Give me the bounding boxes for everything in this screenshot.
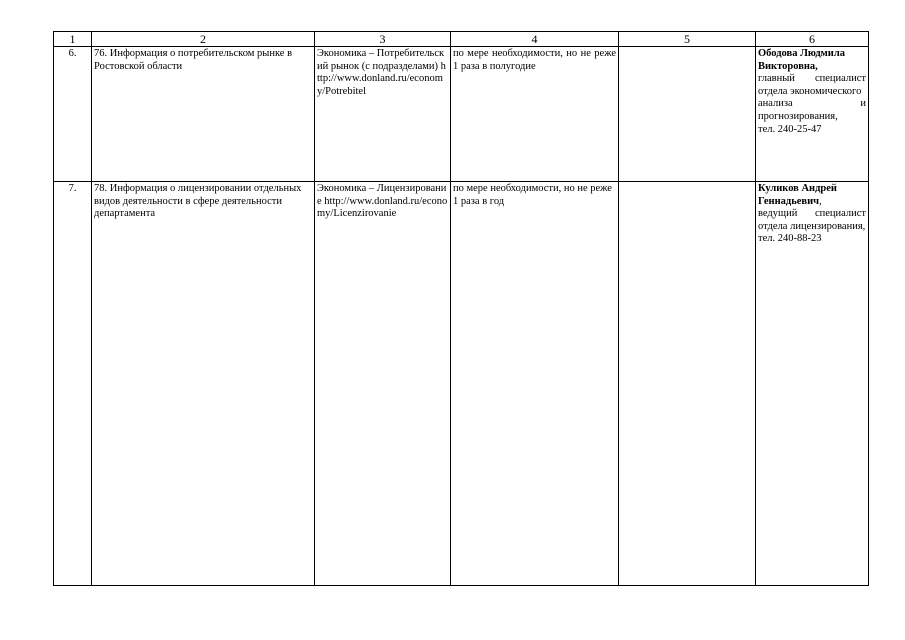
period-cell: по мере необходимости, но не реже 1 раза в год <box>451 182 619 586</box>
contact-position-line <box>758 98 866 111</box>
section-cell: Экономика – Потребительский рынок (с подразделами) http://www.donland.ru/economy/Potrebitel <box>315 47 451 182</box>
table-row <box>54 47 869 182</box>
empty-cell <box>619 47 756 182</box>
document-table <box>53 31 869 586</box>
table-row <box>54 182 869 586</box>
contact-name-line <box>758 183 866 208</box>
contact-name-suffix: , <box>819 195 822 207</box>
contact-name: Куликов Андрей Геннадьевич <box>758 183 837 207</box>
table-header-row <box>54 32 869 47</box>
info-cell: 78. Информация о лицензировании отдельных видов деятельности в сфере деятельности департамента <box>92 182 315 586</box>
column-header-3: 3 <box>315 32 451 47</box>
column-header-6: 6 <box>756 32 869 47</box>
contact-position-end: прогнозирования, <box>758 110 838 122</box>
row-number: 7. <box>54 182 92 586</box>
row-number: 6. <box>54 47 92 182</box>
contact-cell <box>756 182 869 586</box>
period-cell: по мере необходимости, но не реже 1 раза в полугодие <box>451 47 619 182</box>
contact-name: Ободова Людмила Викторовна, <box>758 48 845 72</box>
column-header-1: 1 <box>54 32 92 47</box>
info-cell: 76. Информация о потребительском рынке в Ростовской области <box>92 47 315 182</box>
empty-cell <box>619 182 756 586</box>
contact-position: ведущий специалист отдела лицензирования, <box>758 208 866 232</box>
column-header-2: 2 <box>92 32 315 47</box>
section-cell: Экономика – Лицензирование http://www.donland.ru/economy/Licenzirovanie <box>315 182 451 586</box>
contact-phone: тел. 240-88-23 <box>758 233 822 245</box>
contact-position: главный специалист отдела экономического <box>758 73 866 97</box>
column-header-5: 5 <box>619 32 756 47</box>
contact-phone: тел. 240-25-47 <box>758 123 822 135</box>
contact-position-part: анализа <box>758 98 793 110</box>
contact-cell <box>756 47 869 182</box>
column-header-4: 4 <box>451 32 619 47</box>
contact-position-part: и <box>860 98 866 110</box>
